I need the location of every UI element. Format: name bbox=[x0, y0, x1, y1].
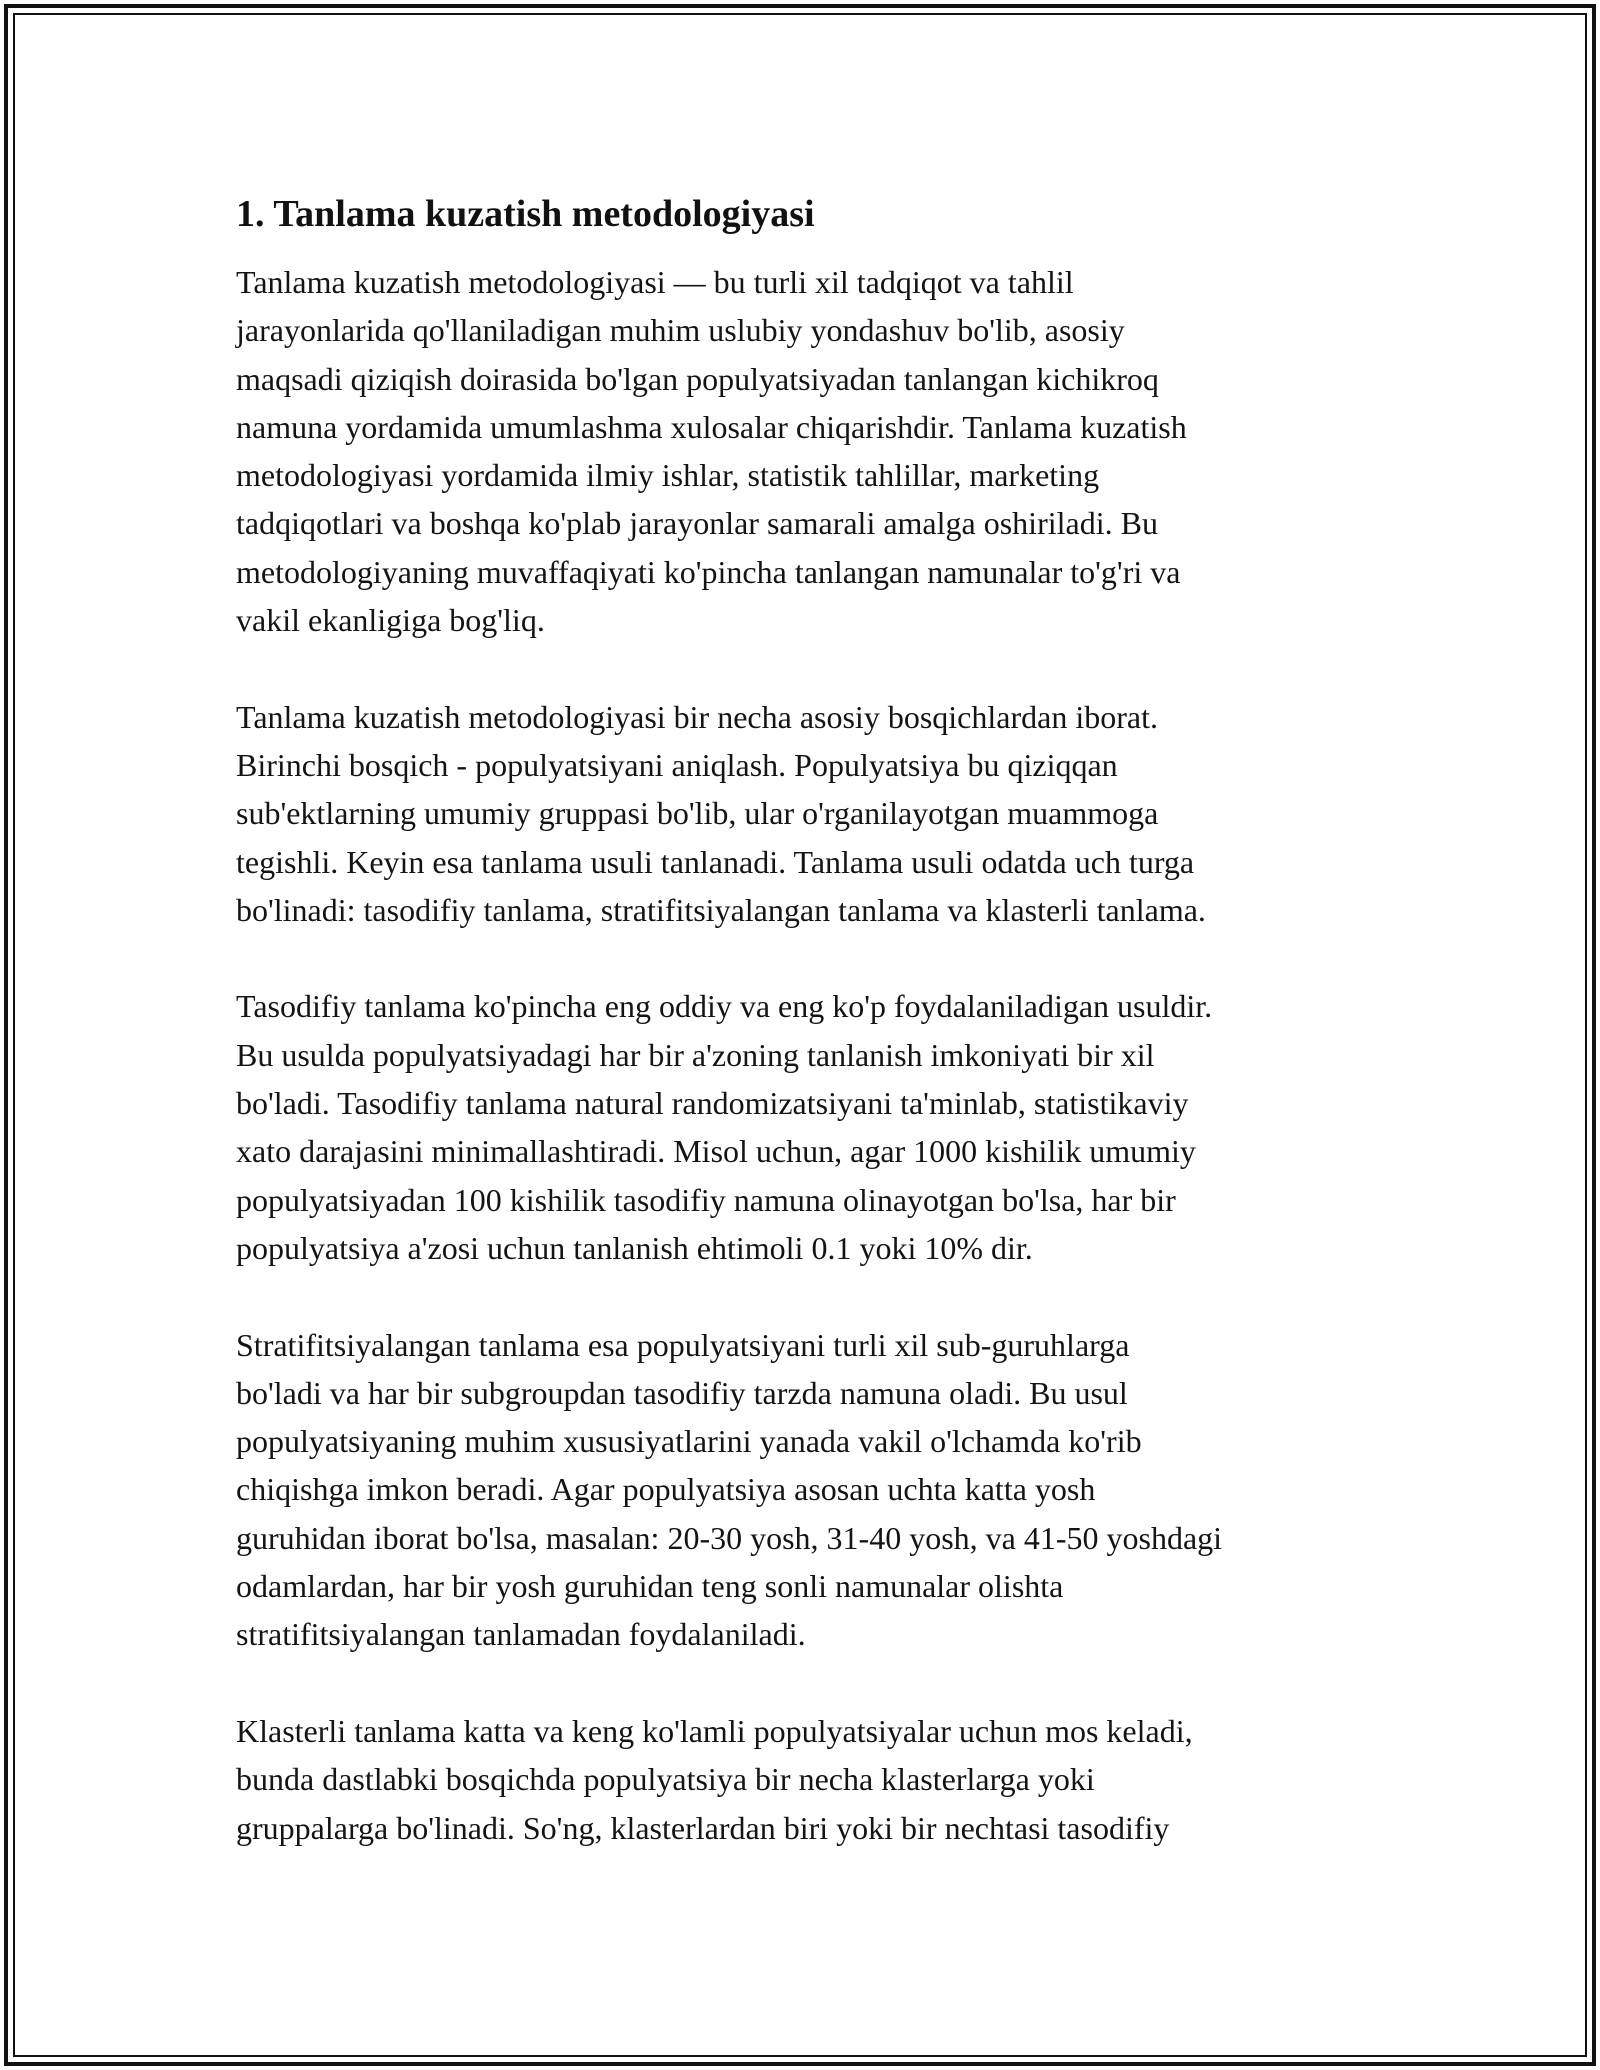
paragraph-random-sampling: Tasodifiy tanlama ko'pincha eng oddiy va eng ko'p foydalaniladigan usuldir. Bu usulda populyatsiyadagi har bir a'zoning tanlanish imkoniyati bir xil bo'ladi. Tasodifiy tanlama natural randomizatsiyani ta'minlab, statistikaviy xato darajasini minimallashtiradi. Misol uchun, agar 1000 kishilik umumiy populyatsiyadan 100 kishilik tasodifiy namuna olinayotgan bo'lsa, har bir populyatsiya a'zosi uchun tanlanish ehtimoli 0.1 yoki 10% dir. bbox=[236, 988, 1213, 1266]
paragraph-cluster-sampling: Klasterli tanlama katta va keng ko'lamli populyatsiyalar uchun mos keladi, bunda dastlabki bosqichda populyatsiya bir necha klasterlarga yoki gruppalarga bo'linadi. So'ng, klasterlardan biri yoki bir nechtasi tasodifiy bbox=[236, 1712, 1193, 1846]
document-body bbox=[236, 188, 1386, 1852]
title-spacer bbox=[236, 240, 1386, 258]
paragraph-spacer bbox=[236, 644, 1386, 692]
paragraph-spacer bbox=[236, 1272, 1386, 1320]
paragraph-stages: Tanlama kuzatish metodologiyasi bir necha asosiy bosqichlardan iborat. Birinchi bosqich - populyatsiyani aniqlash. Populyatsiya bu qiziqqan sub'ektlarning umumiy gruppasi bo'lib, ular o'rganilayotgan muammoga tegishli. Keyin esa tanlama usuli tanlanadi. Tanlama usuli odatda uch turga bo'linadi: tasodifiy tanlama, stratifitsiyalangan tanlama va klasterli tanlama. bbox=[236, 698, 1206, 928]
paragraph-intro: Tanlama kuzatish metodologiyasi — bu turli xil tadqiqot va tahlil jarayonlarida qo'llaniladigan muhim uslubiy yondashuv bo'lib, asosiy maqsadi qiziqish doirasida bo'lgan populyatsiyadan tanlangan kichikroq namuna yordamida umumlashma xulosalar chiqarishdir. Tanlama kuzatish metodologiyasi yordamida ilmiy ishlar, statistik tahlillar, marketing tadqiqotlari va boshqa ko'plab jarayonlar samarali amalga oshiriladi. Bu metodologiyaning muvaffaqiyati ko'pincha tanlangan namunalar to'g'ri va vakil ekanligiga bog'liq. bbox=[236, 264, 1187, 639]
paragraph-spacer bbox=[236, 1659, 1386, 1707]
page-title: 1. Tanlama kuzatish metodologiyasi bbox=[236, 193, 815, 235]
paragraph-stratified-sampling: Stratifitsiyalangan tanlama esa populyatsiyani turli xil sub-guruhlarga bo'ladi va har bir subgroupdan tasodifiy tarzda namuna oladi. Bu usul populyatsiyaning muhim xususiyatlarini yanada vakil o'lchamda ko'rib chiqishga imkon beradi. Agar populyatsiya asosan uchta katta yosh guruhidan iborat bo'lsa, masalan: 20-30 yosh, 31-40 yosh, va 41-50 yoshdagi odamlardan, har bir yosh guruhidan teng sonli namunalar olishta stratifitsiyalangan tanlamadan foydalaniladi. bbox=[236, 1326, 1223, 1653]
paragraph-spacer bbox=[236, 934, 1386, 982]
